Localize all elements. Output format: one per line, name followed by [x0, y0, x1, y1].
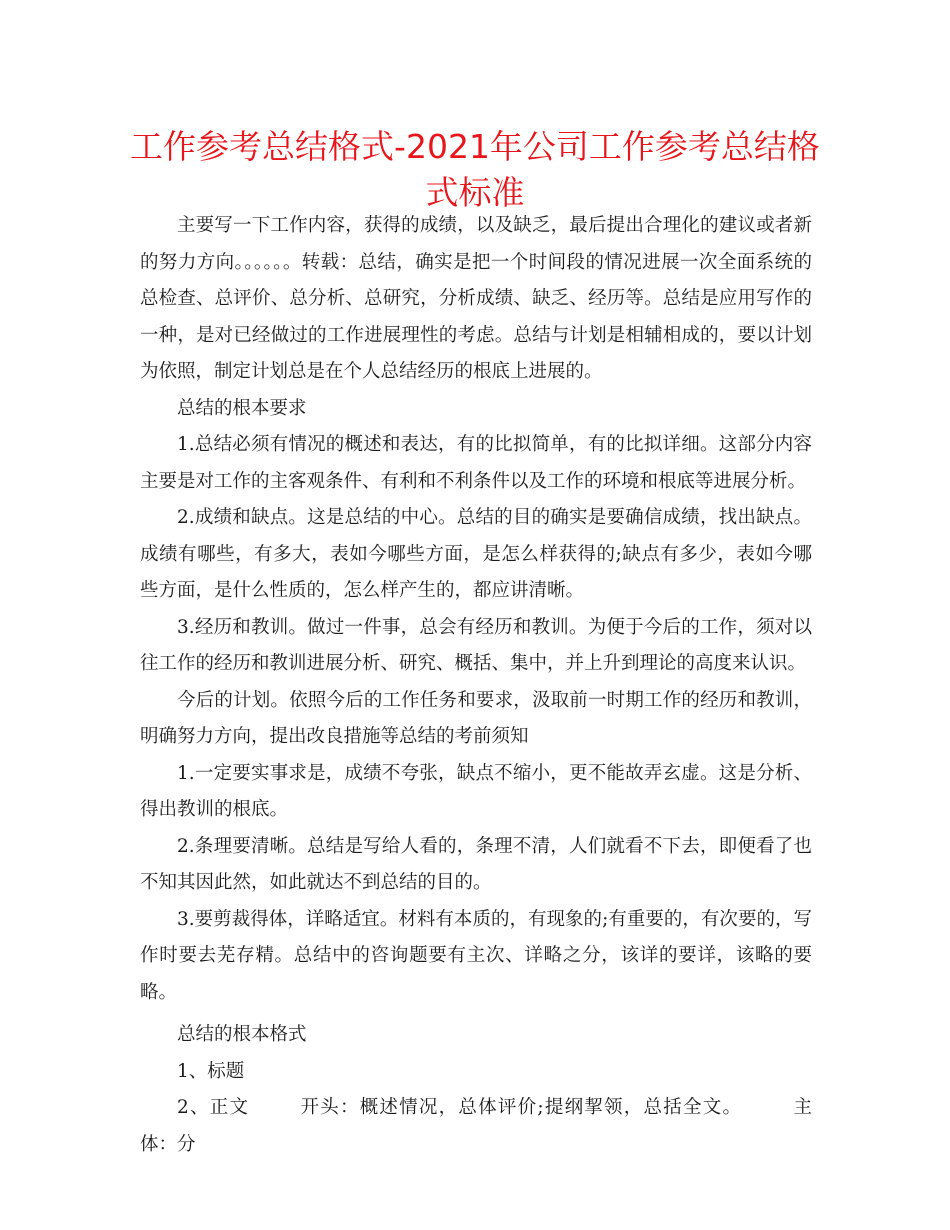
format-item-title: 1、标题	[177, 1060, 245, 1082]
document-title: 工作参考总结格式-2021年公司工作参考总结格式标准	[130, 127, 820, 212]
paragraph-intro: 主要写一下工作内容，获得的成绩，以及缺乏，最后提出合理化的建议或者新的努力方向。。。。。。转载：总结，确实是把一个时间段的情况进展一次全面系统的总检查、总评价、总分析、总研究，分析成绩、缺乏、经历等。总结是应用写作的一种，是对已经做过的工作进展理性的考虑。总结与计划是相辅相成的，要以计划为依照，制定计划总是在个人总结经历的根底上进展的。	[140, 215, 812, 382]
paragraph-requirement-1: 1.总结必须有情况的概述和表达，有的比拟简单，有的比拟详细。这部分内容主要是对工作的主客观条件、有利和不利条件以及工作的环境和根底等进展分析。	[140, 434, 812, 492]
paragraph-requirement-2: 2.成绩和缺点。这是总结的中心。总结的目的确实是要确信成绩，找出缺点。成绩有哪些，有多大，表如今哪些方面，是怎么样获得的;缺点有多少，表如今哪些方面，是什么性质的，怎么样产生的，都应讲清晰。	[140, 507, 812, 601]
format-item-body-opening: 开头：概述情况，总体评价;提纲挈领，总括全文。	[299, 1097, 743, 1118]
paragraph-future-plan: 今后的计划。依照今后的工作任务和要求，汲取前一时期工作的经历和教训，明确努力方向，提出改良措施等总结的考前须知	[140, 689, 812, 747]
section-heading-format: 总结的根本格式	[177, 1024, 307, 1045]
format-item-body-main: 主体：分	[140, 1097, 812, 1155]
format-item-body	[140, 1090, 812, 1163]
paragraph-note-2: 2.条理要清晰。总结是写给人看的，条理不清，人们就看不下去，即便看了也不知其因此然，如此就达不到总结的目的。	[140, 835, 812, 893]
paragraph-note-1: 1.一定要实事求是，成绩不夸张，缺点不缩小，更不能故弄玄虚。这是分析、得出教训的根底。	[140, 762, 812, 820]
format-item-body-label: 2、正文	[177, 1097, 250, 1118]
section-heading-requirements: 总结的根本要求	[177, 397, 307, 419]
paragraph-note-3: 3.要剪裁得体，详略适宜。材料有本质的，有现象的;有重要的，有次要的，写作时要去芜存精。总结中的咨询题要有主次、详略之分，该详的要详，该略的要略。	[140, 908, 812, 1003]
paragraph-requirement-3: 3.经历和教训。做过一件事，总会有经历和教训。为便于今后的工作，须对以往工作的经历和教训进展分析、研究、概括、集中，并上升到理论的高度来认识。	[140, 616, 812, 674]
document-body	[140, 208, 812, 1163]
